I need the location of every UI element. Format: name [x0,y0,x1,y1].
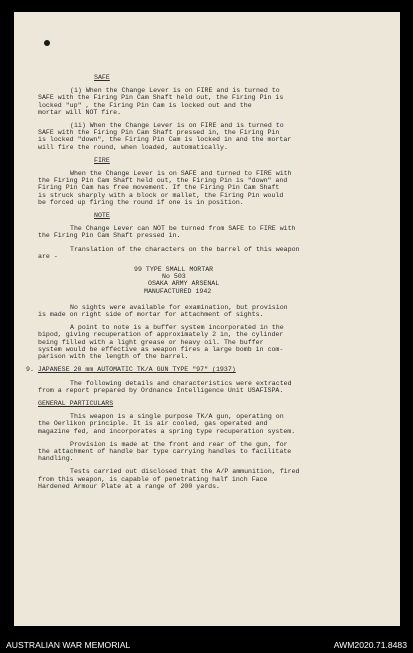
note-heading: NOTE [94,212,110,220]
barrel-inscription: 99 TYPE SMALL MORTAR No 503 OSAKA ARMY ARSENAL MANUFACTURED 1942 [134,266,220,295]
note-para: The Change Lever can NOT be turned from SAFE to FIRE with the Firing Pin Cam Shaft pressed in. [38,225,296,240]
fire-heading: FIRE [94,156,110,164]
translation-para: Translation of the characters on the barrel of this weapon are - [38,245,300,260]
safe-heading: SAFE [94,74,110,81]
safe-para-ii: (ii) When the Change Lever is on FIRE and is turned to SAFE with the Firing Pin Cam Shaft pressed in, the Firing Pin is locked "down", the Firing Pin Cam is locked in and the mortar will fire the round, when loaded, automatically. [38,122,292,151]
section-9-title [26,366,383,373]
general-particulars-heading: GENERAL PARTICULARS [38,399,114,407]
footer-bar [0,638,413,653]
footer-institution: AUSTRALIAN WAR MEMORIAL [6,640,131,650]
document-page [14,12,400,626]
fire-para: When the Change Lever is on SAFE and turned to FIRE with the Firing Pin Cam Shaft held out, the Firing Pin is "down" and Firing Pin Cam has free movement. If the Firing Pin Cam Shaft is struck sharply with a block or mallet, the Firing Pin would be forced up firing the round if one is in position. [38,170,292,206]
safe-para-i: (i) When the Change Lever is on FIRE and is turned to SAFE with the Firing Pin Cam Shaft held out, the Firing Pin is locked "up" , the Firing Pin Cam is locked out and the mortar will NOT fire. [38,87,284,116]
tests-para: Tests carried out disclosed that the A/P ammunition, fired from this weapon, is capable of penetrating half inch Face Hardened Armour Plate at a range of 200 yards. [38,468,300,490]
punch-hole-mark [44,40,50,46]
section-9-intro: The following details and characteristics were extracted from a report prepared by Ordnance Intelligence Unit USAFISPA. [38,379,292,394]
document-body [26,74,383,490]
section-9-heading: JAPANESE 20 mm AUTOMATIC TK/A GUN TYPE "97" (1937) [37,366,236,374]
buffer-para: A point to note is a buffer system incorporated in the bipod, giving recuperation of approximately 2 in, the cylinder being filled with a light grease or heavy oil. The buffer system would be effective as weapon fires a large bomb in com- parison with the length of the barrel. [38,324,284,361]
provision-para: Provision is made at the front and rear of the gun, for the attachment of handle bar type carrying handles to facilitate handling. [38,440,292,463]
footer-accession-number: AWM2020.71.8483 [333,640,407,650]
section-9-number: 9. [26,366,34,374]
sights-para: No sights were available for examination, but provision is made on right side of mortar for attachment of sights. [38,303,288,319]
general-particulars-para: This weapon is a single purpose TK/A gun, operating on the Oerlikon principle. It is air cooled, gas operated and magazine fed, and incorporates a spring type recuperation system. [38,413,296,435]
